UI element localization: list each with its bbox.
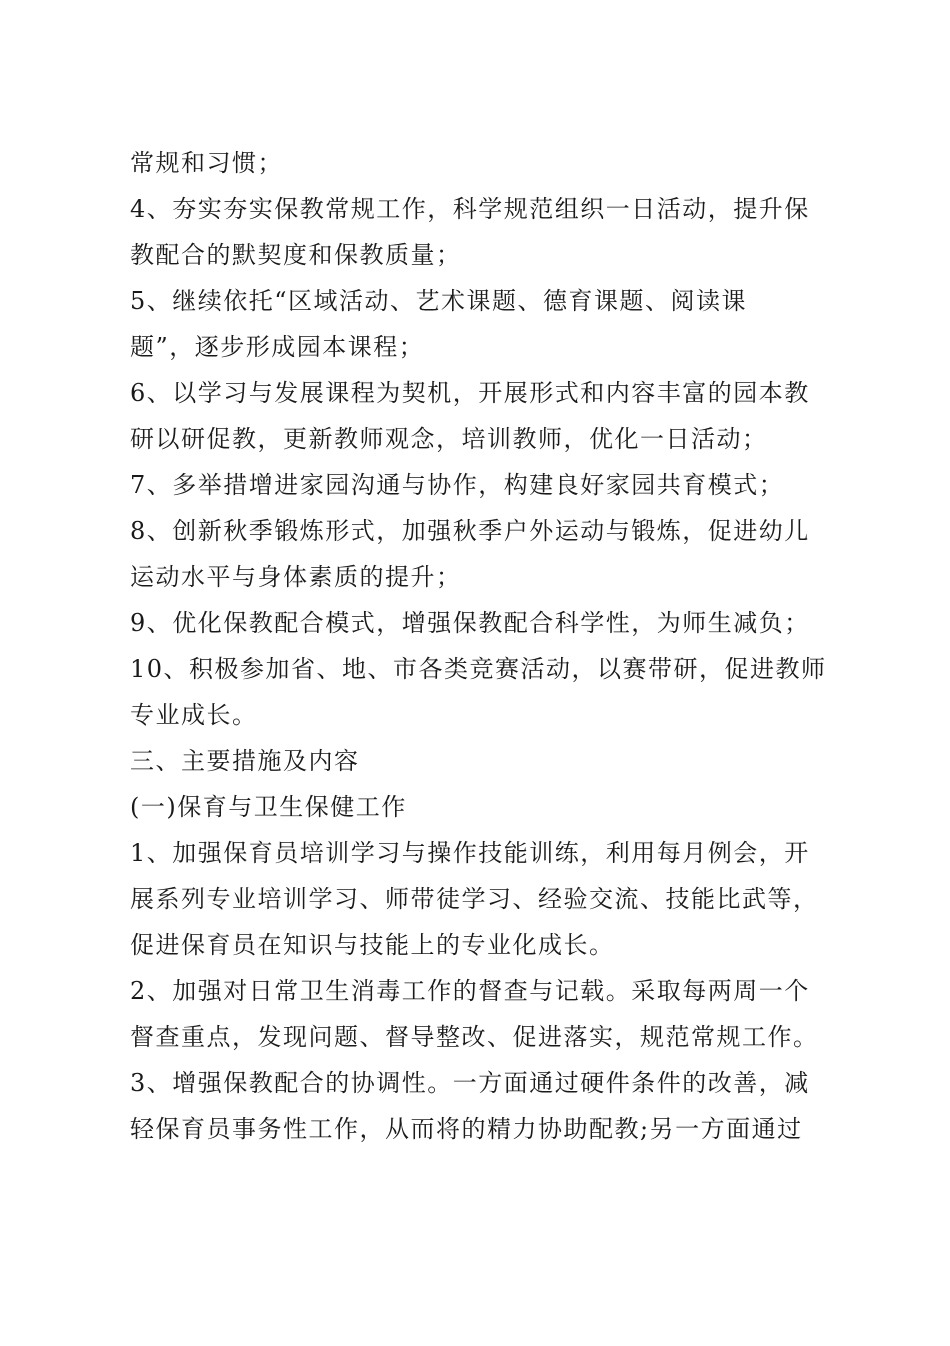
text-line: 常规和习惯；: [130, 149, 283, 177]
text-line: 教配合的默契度和保教质量；: [130, 241, 462, 269]
subsection-heading: (一)保育与卫生保健工作: [130, 793, 407, 821]
text-line: 8、创新秋季锻炼形式，加强秋季户外运动与锻炼，促进幼儿: [130, 517, 810, 545]
text-line: 展系列专业培训学习、师带徒学习、经验交流、技能比武等，: [130, 885, 819, 913]
text-line: 督查重点，发现问题、督导整改、促进落实，规范常规工作。: [130, 1023, 819, 1051]
text-line: 专业成长。: [130, 701, 258, 729]
text-line: 题”，逐步形成园本课程；: [130, 333, 425, 361]
text-line: 研以研促教，更新教师观念，培训教师，优化一日活动；: [130, 425, 768, 453]
text-line: 9、优化保教配合模式，增强保教配合科学性，为师生减负；: [130, 609, 810, 637]
text-line: 轻保育员事务性工作，从而将的精力协助配教;另一方面通过: [130, 1115, 803, 1143]
text-line: 3、增强保教配合的协调性。一方面通过硬件条件的改善，减: [130, 1069, 810, 1097]
text-line: 2、加强对日常卫生消毒工作的督查与记载。采取每两周一个: [130, 977, 810, 1005]
text-line: 1、加强保育员培训学习与操作技能训练，利用每月例会，开: [130, 839, 810, 867]
text-line: 促进保育员在知识与技能上的专业化成长。: [130, 931, 615, 959]
text-line: 4、夯实夯实保教常规工作，科学规范组织一日活动，提升保: [130, 195, 810, 223]
text-line: 7、多举措增进家园沟通与协作，构建良好家园共育模式；: [130, 471, 785, 499]
text-line: 运动水平与身体素质的提升；: [130, 563, 462, 591]
text-line: 6、以学习与发展课程为契机，开展形式和内容丰富的园本教: [130, 379, 810, 407]
text-line: 10、积极参加省、地、市各类竞赛活动，以赛带研，促进教师: [130, 655, 827, 683]
text-line: 5、继续依托“区域活动、艺术课题、德育课题、阅读课: [130, 287, 748, 315]
section-heading: 三、主要措施及内容: [130, 747, 360, 775]
